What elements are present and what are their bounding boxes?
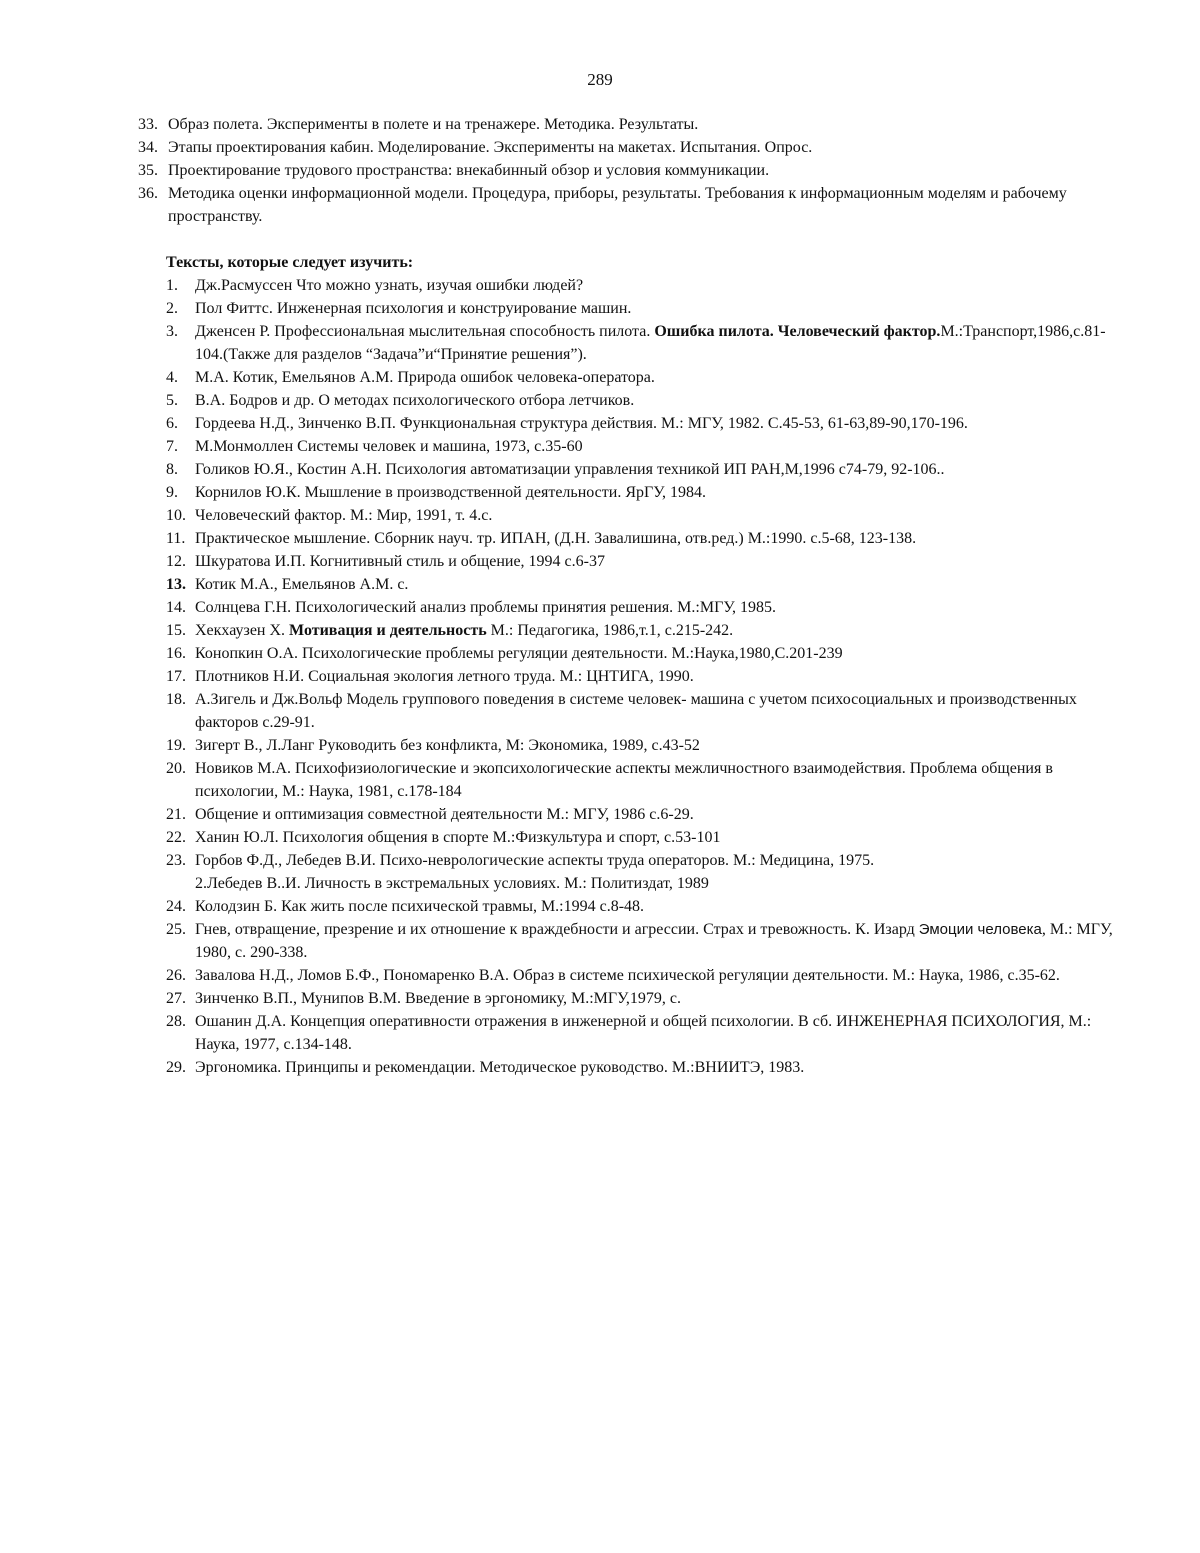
list-item	[166, 435, 1128, 458]
item-number: 11.	[166, 530, 186, 547]
list-item	[166, 987, 1128, 1010]
list-item	[166, 803, 1128, 826]
item-number: 18.	[166, 691, 186, 708]
list-item	[166, 1010, 1128, 1056]
question-list	[138, 113, 1128, 228]
item-text: М.Монмоллен Системы человек и машина, 1973, с.35-60	[195, 438, 583, 455]
item-text: М.А. Котик, Емельянов А.М. Природа ошибок человека-оператора.	[195, 369, 655, 386]
item-number: 3.	[166, 323, 178, 340]
item-number: 22.	[166, 829, 186, 846]
item-number: 19.	[166, 737, 186, 754]
list-item	[166, 918, 1128, 964]
item-text: Человеческий фактор. М.: Мир, 1991, т. 4.с.	[195, 507, 493, 524]
item-text-tail: М.:Транспорт,1986,с.81-104.(Также для разделов “Задача”и“Принятие решения”).	[195, 323, 1106, 363]
item-text-tail: , М.: МГУ, 1980, с. 290-338.	[195, 921, 1113, 961]
item-number: 35.	[138, 162, 158, 179]
item-text: Новиков М.А. Психофизиологические и экопсихологические аспекты межличностного взаимодействия. Проблема общения в психологии, М.: Наука, 1981, с.178-184	[195, 760, 1053, 800]
item-number: 36.	[138, 185, 158, 202]
item-number: 10.	[166, 507, 186, 524]
item-text: Колодзин Б. Как жить после психической травмы, М.:1994 с.8-48.	[195, 898, 645, 915]
item-text: Зинченко В.П., Мунипов В.М. Введение в эргономику, М.:МГУ,1979, с.	[195, 990, 681, 1007]
item-text: А.Зигель и Дж.Вольф Модель группового поведения в системе человек- машина с учетом психосоциальных и производственных факторов с.29-91.	[195, 691, 1077, 731]
list-item	[138, 136, 1128, 159]
item-bold-title: Ошибка пилота. Человеческий фактор.	[654, 323, 941, 340]
list-item	[166, 895, 1128, 918]
item-number: 21.	[166, 806, 186, 823]
list-item	[166, 527, 1128, 550]
list-item	[138, 159, 1128, 182]
item-number: 14.	[166, 599, 186, 616]
reference-list	[166, 274, 1128, 1079]
item-text: Хекхаузен Х.	[195, 622, 290, 639]
item-number: 4.	[166, 369, 178, 386]
item-number: 5.	[166, 392, 178, 409]
item-number: 16.	[166, 645, 186, 662]
item-text: Корнилов Ю.К. Мышление в производственной деятельности. ЯрГУ, 1984.	[195, 484, 706, 501]
item-text: Дж.Расмуссен Что можно узнать, изучая ошибки людей?	[195, 277, 584, 294]
item-number: 27.	[166, 990, 186, 1007]
item-number: 1.	[166, 277, 178, 294]
item-text: Проектирование трудового пространства: внекабинный обзор и условия коммуникации.	[168, 162, 770, 179]
list-item	[166, 596, 1128, 619]
item-bold-title: Мотивация и деятельность	[289, 622, 487, 639]
item-text: Солнцева Г.Н. Психологический анализ проблемы принятия решения. М.:МГУ, 1985.	[195, 599, 777, 616]
list-item	[166, 688, 1128, 734]
list-item	[138, 182, 1128, 228]
item-text: Этапы проектирования кабин. Моделирование. Эксперименты на макетах. Испытания. Опрос.	[168, 139, 813, 156]
item-number: 2.	[166, 300, 178, 317]
section-title: Тексты, которые следует изучить:	[166, 254, 414, 271]
item-text: Шкуратова И.П. Когнитивный стиль и общение, 1994 с.6-37	[195, 553, 605, 570]
item-number: 34.	[138, 139, 158, 156]
item-number: 33.	[138, 116, 158, 133]
list-item	[166, 734, 1128, 757]
list-item	[166, 481, 1128, 504]
list-item	[138, 113, 1128, 136]
list-item	[166, 573, 1128, 596]
item-number: 17.	[166, 668, 186, 685]
item-number: 23.	[166, 852, 186, 869]
item-number: 8.	[166, 461, 178, 478]
item-number: 9.	[166, 484, 178, 501]
list-item	[166, 389, 1128, 412]
item-number: 15.	[166, 622, 186, 639]
item-text-tail: М.: Педагогика, 1986,т.1, с.215-242.	[486, 622, 734, 639]
item-text: Плотников Н.И. Социальная экология летного труда. М.: ЦНТИГА, 1990.	[195, 668, 694, 685]
item-text: Котик М.А., Емельянов А.М. с.	[195, 576, 409, 593]
list-item	[166, 849, 1128, 895]
list-item	[166, 320, 1128, 366]
item-text: В.А. Бодров и др. О методах психологического отбора летчиков.	[195, 392, 635, 409]
item-text: Ханин Ю.Л. Психология общения в спорте М.:Физкультура и спорт, с.53-101	[195, 829, 721, 846]
item-text: Завалова Н.Д., Ломов Б.Ф., Пономаренко В.А. Образ в системе психической регуляции деятельности. М.: Наука, 1986, с.35-62.	[195, 967, 1060, 984]
list-item	[166, 274, 1128, 297]
list-item	[166, 297, 1128, 320]
list-item	[166, 412, 1128, 435]
item-text: Пол Фиттс. Инженерная психология и конструирование машин.	[195, 300, 632, 317]
list-item	[166, 826, 1128, 849]
list-item	[166, 665, 1128, 688]
list-item	[166, 366, 1128, 389]
list-item	[166, 550, 1128, 573]
item-text: Гордеева Н.Д., Зинченко В.П. Функциональная структура действия. М.: МГУ, 1982. С.45-53, 61-63,89-90,170-196.	[195, 415, 968, 432]
item-number: 13.	[166, 576, 186, 593]
item-number: 26.	[166, 967, 186, 984]
item-text: Голиков Ю.Я., Костин А.Н. Психология автоматизации управления техникой ИП РАН,М,1996 с74-79, 92-106..	[195, 461, 945, 478]
item-text: Горбов Ф.Д., Лебедев В.И. Психо-неврологические аспекты труда операторов. М.: Медицина, 1975.	[195, 852, 875, 869]
list-item	[166, 964, 1128, 987]
item-number: 6.	[166, 415, 178, 432]
item-number: 20.	[166, 760, 186, 777]
item-subentry: 2.Лебедев В..И. Личность в экстремальных условиях. М.: Политиздат, 1989	[195, 875, 709, 892]
item-sans-title: Эмоции человека	[918, 921, 1042, 938]
item-text: Гнев, отвращение, презрение и их отношение к враждебности и агрессии. Страх и тревожность. К. Изард	[195, 921, 919, 938]
list-item	[166, 619, 1128, 642]
item-number: 28.	[166, 1013, 186, 1030]
list-item	[166, 642, 1128, 665]
list-item	[166, 504, 1128, 527]
item-number: 7.	[166, 438, 178, 455]
item-number: 12.	[166, 553, 186, 570]
item-text: Практическое мышление. Сборник науч. тр. ИПАН, (Д.Н. Завалишина, отв.ред.) М.:1990. с.5-68, 123-138.	[195, 530, 917, 547]
item-text: Конопкин О.А. Психологические проблемы регуляции деятельности. М.:Наука,1980,С.201-239	[195, 645, 843, 662]
item-text: Дженсен Р. Профессиональная мыслительная способность пилота.	[195, 323, 655, 340]
list-item	[166, 1056, 1128, 1079]
item-text: Эргономика. Принципы и рекомендации. Методическое руководство. М.:ВНИИТЭ, 1983.	[195, 1059, 805, 1076]
item-text: Образ полета. Эксперименты в полете и на тренажере. Методика. Результаты.	[168, 116, 699, 133]
list-item	[166, 458, 1128, 481]
item-text: Зигерт В., Л.Ланг Руководить без конфликта, М: Экономика, 1989, с.43-52	[195, 737, 700, 754]
item-text: Ошанин Д.А. Концепция оперативности отражения в инженерной и общей психологии. В сб. ИНЖЕНЕРНАЯ ПСИХОЛОГИЯ, М.: Наука, 1977, с.134-148.	[195, 1013, 1092, 1053]
item-number: 29.	[166, 1059, 186, 1076]
item-number: 24.	[166, 898, 186, 915]
item-number: 25.	[166, 921, 186, 938]
item-text: Методика оценки информационной модели. Процедура, приборы, результаты. Требования к информационным моделям и рабочему пространству.	[168, 185, 1067, 225]
list-item	[166, 757, 1128, 803]
page-number: 289	[587, 70, 613, 89]
item-text: Общение и оптимизация совместной деятельности М.: МГУ, 1986 с.6-29.	[195, 806, 694, 823]
